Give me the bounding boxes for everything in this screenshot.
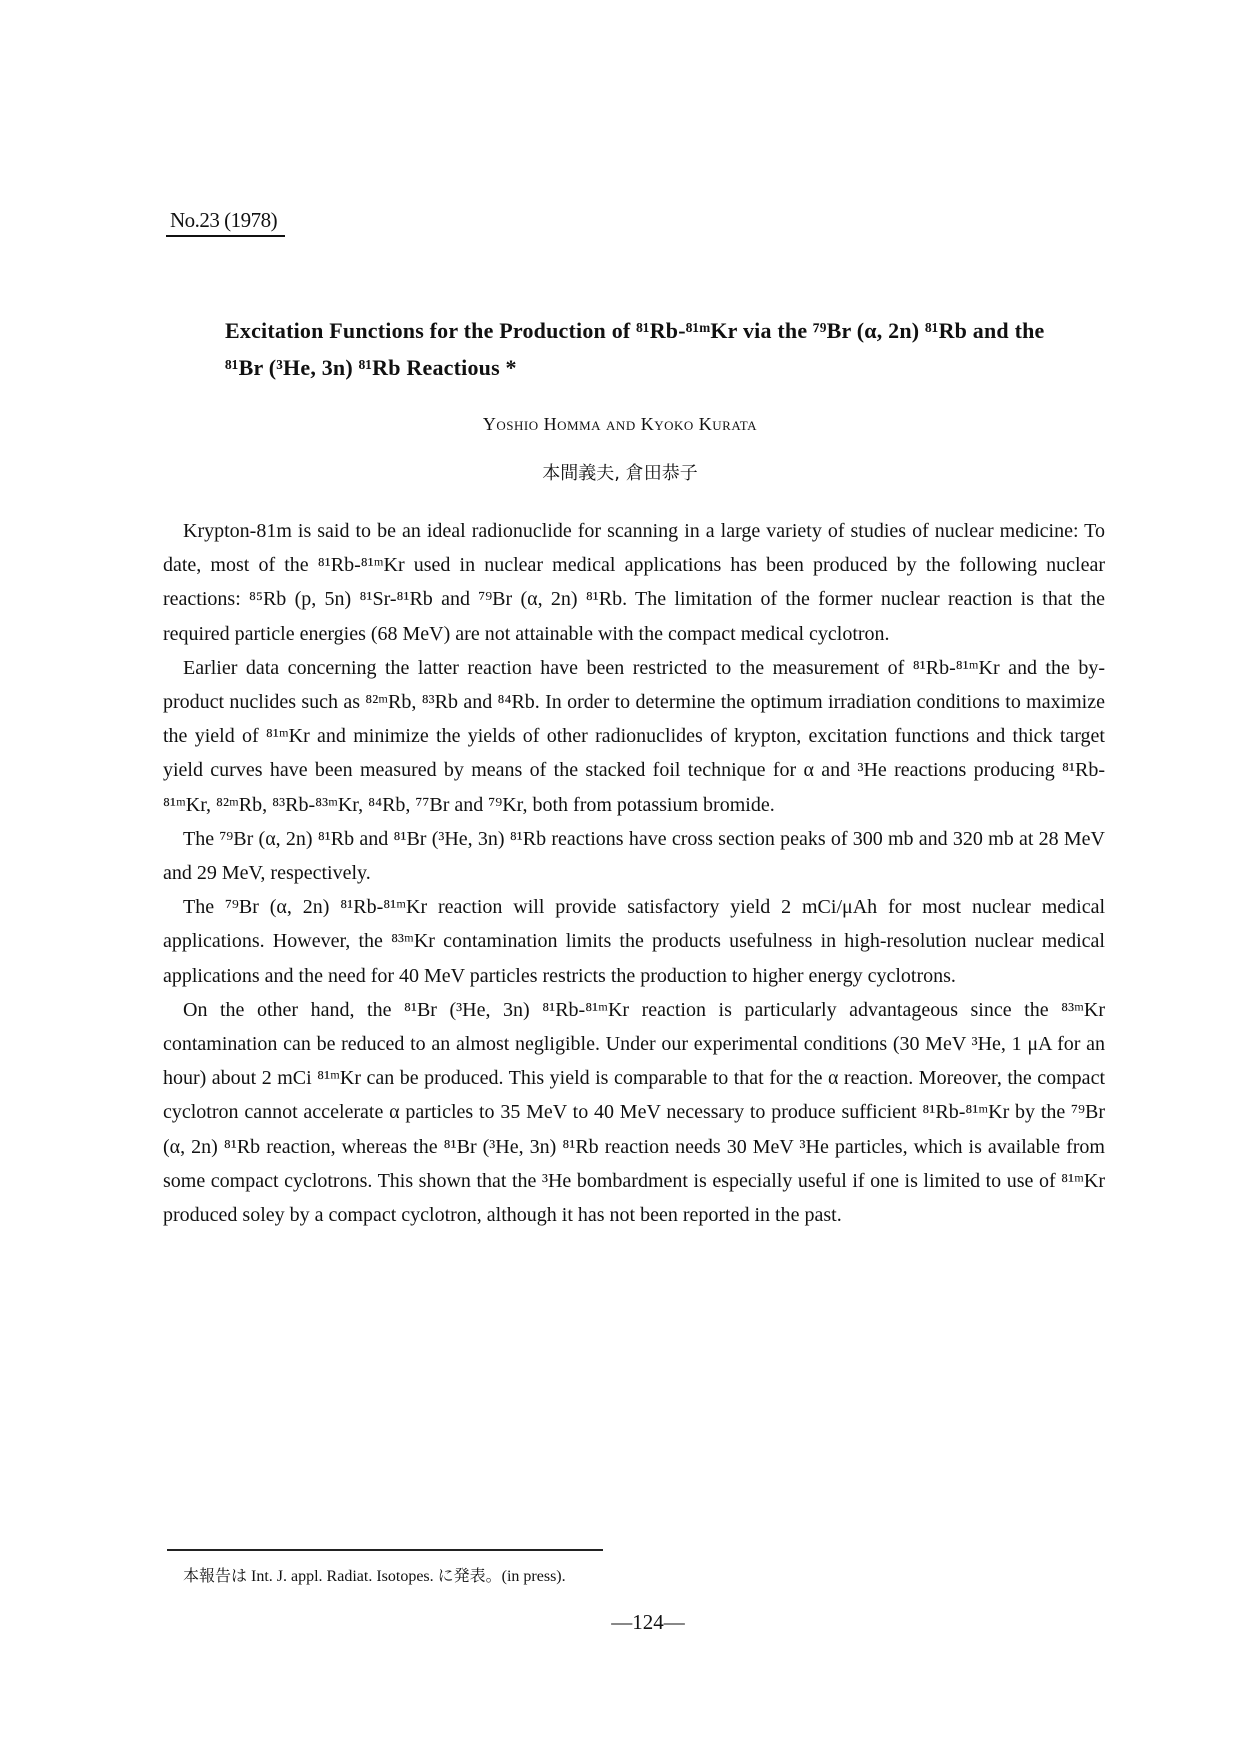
issue-header: No.23 (1978) xyxy=(166,208,285,237)
paper-title: Excitation Functions for the Production of ⁸¹Rb-⁸¹ᵐKr via the ⁷⁹Br (α, 2n) ⁸¹Rb and the ⁸¹Br (³He, 3n) ⁸¹Rb Reactious * xyxy=(225,318,1045,380)
paragraph: The ⁷⁹Br (α, 2n) ⁸¹Rb-⁸¹ᵐKr reaction will provide satisfactory yield 2 mCi/μAh for most nuclear medical applications. However, the ⁸³ᵐKr contamination limits the products usefulness in high-resolution nuclear medical applications and the need for 40 MeV particles restricts the production to higher energy cyclotrons. xyxy=(163,896,1105,987)
footnote: 本報告は Int. J. appl. Radiat. Isotopes. に発表。(in press). xyxy=(183,1568,566,1585)
paragraph: Earlier data concerning the latter reaction have been restricted to the measurement of ⁸¹Rb-⁸¹ᵐKr and the by-product nuclides such as ⁸²ᵐRb, ⁸³Rb and ⁸⁴Rb. In order to determine the optimum irradiation conditions to maximize the yield of ⁸¹ᵐKr and minimize the yields of other radionuclides of krypton, excitation functions and thick target yield curves have been measured by means of the stacked foil technique for α and ³He reactions producing ⁸¹Rb-⁸¹ᵐKr, ⁸²ᵐRb, ⁸³Rb-⁸³ᵐKr, ⁸⁴Rb, ⁷⁷Br and ⁷⁹Kr, both from potassium bromide. xyxy=(163,656,1105,816)
paragraph: The ⁷⁹Br (α, 2n) ⁸¹Rb and ⁸¹Br (³He, 3n) ⁸¹Rb reactions have cross section peaks of 300 mb and 320 mb at 28 MeV and 29 MeV, respectively. xyxy=(163,827,1105,885)
footnote-divider xyxy=(167,1549,603,1551)
authors-japanese: 本間義夫, 倉田恭子 xyxy=(542,463,698,484)
page-number: —124— xyxy=(611,1610,685,1634)
paragraph: Krypton-81m is said to be an ideal radionuclide for scanning in a large variety of studies of nuclear medicine: To date, most of the ⁸¹Rb-⁸¹ᵐKr used in nuclear medical applications has been produced by the following nuclear reactions: ⁸⁵Rb (p, 5n) ⁸¹Sr-⁸¹Rb and ⁷⁹Br (α, 2n) ⁸¹Rb. The limitation of the former nuclear reaction is that the required particle energies (68 MeV) are not attainable with the compact medical cyclotron. xyxy=(163,520,1105,645)
abstract-body xyxy=(163,514,1105,1232)
paragraph: On the other hand, the ⁸¹Br (³He, 3n) ⁸¹Rb-⁸¹ᵐKr reaction is particularly advantageous since the ⁸³ᵐKr contamination can be reduced to an almost negligible. Under our experimental conditions (30 MeV ³He, 1 μA for an hour) about 2 mCi ⁸¹ᵐKr can be produced. This yield is comparable to that for the α reaction. Moreover, the compact cyclotron cannot accelerate α particles to 35 MeV to 40 MeV necessary to produce sufficient ⁸¹Rb-⁸¹ᵐKr by the ⁷⁹Br (α, 2n) ⁸¹Rb reaction, whereas the ⁸¹Br (³He, 3n) ⁸¹Rb reaction needs 30 MeV ³He particles, which is available from some compact cyclotrons. This shown that the ³He bombardment is especially useful if one is limited to use of ⁸¹ᵐKr produced soley by a compact cyclotron, although it has not been reported in the past. xyxy=(163,998,1105,1227)
authors: Yoshio Homma and Kyoko Kurata xyxy=(482,414,758,434)
